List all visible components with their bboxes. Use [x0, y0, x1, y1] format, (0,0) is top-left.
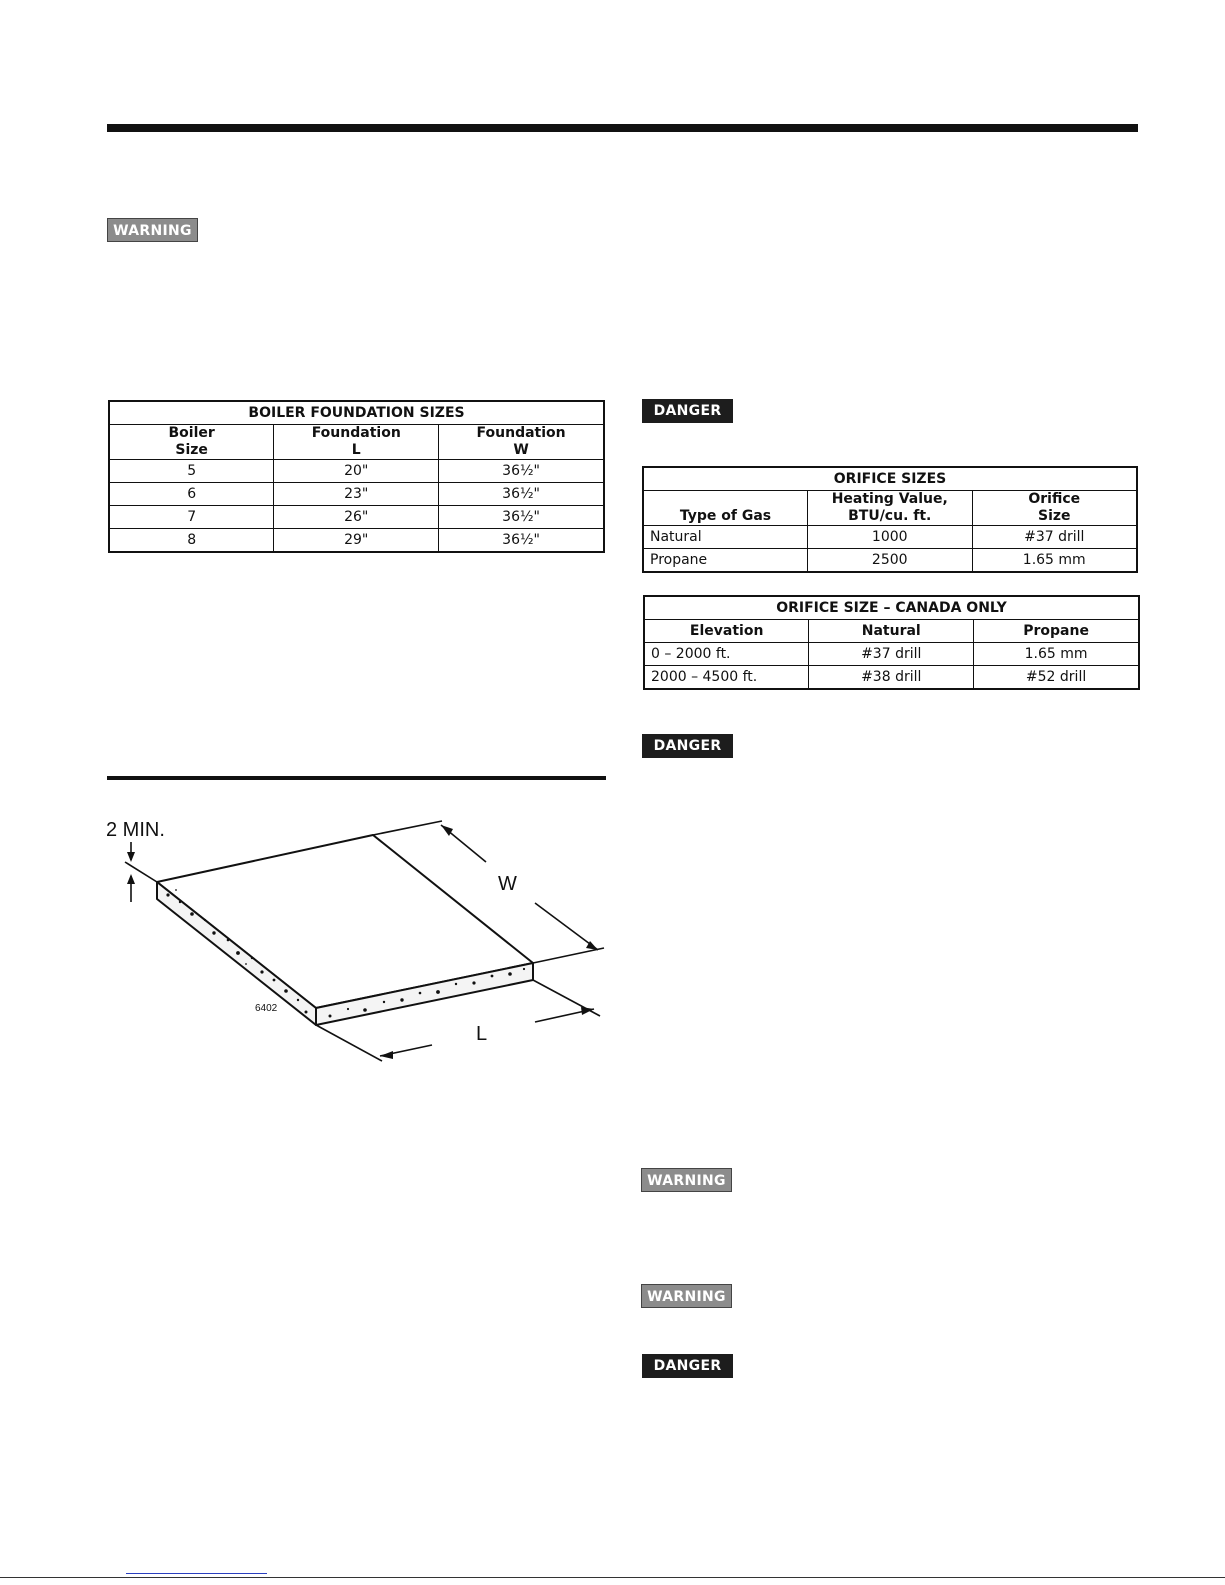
column-header: Propane	[974, 620, 1139, 643]
table-row	[644, 666, 1139, 690]
footer-link-underline	[126, 1573, 267, 1574]
table-cell: 36½"	[439, 529, 604, 553]
column-header: Foundation L	[274, 425, 439, 460]
column-header: Boiler Size	[109, 425, 274, 460]
column-header: Natural	[809, 620, 974, 643]
table-cell: 36½"	[439, 460, 604, 483]
table-cell: 0 – 2000 ft.	[644, 643, 809, 666]
warning-label: WARNING	[641, 1284, 732, 1308]
table-cell: #52 drill	[974, 666, 1139, 690]
table-cell: 23"	[274, 483, 439, 506]
w-extension-line	[373, 821, 442, 835]
table-cell: 26"	[274, 506, 439, 529]
table-title: ORIFICE SIZE – CANADA ONLY	[644, 596, 1139, 620]
footer-rule	[0, 1577, 1225, 1578]
w-dimension-line	[535, 903, 598, 950]
table-title: ORIFICE SIZES	[643, 467, 1137, 491]
length-label: L	[476, 1023, 488, 1045]
table-cell: 6	[109, 483, 274, 506]
table-cell: 1.65 mm	[974, 643, 1139, 666]
table-cell: Natural	[643, 526, 808, 549]
table-row	[109, 529, 604, 553]
warning-label: WARNING	[107, 218, 198, 242]
slab-drawing	[157, 835, 533, 1025]
table-cell: 8	[109, 529, 274, 553]
table-cell: 7	[109, 506, 274, 529]
table-row	[109, 460, 604, 483]
danger-label: DANGER	[642, 734, 733, 758]
column-header: Elevation	[644, 620, 809, 643]
table-cell: 2500	[808, 549, 973, 573]
figure-number: 6402	[255, 1003, 278, 1014]
column-header: Orifice Size	[972, 491, 1137, 526]
section-rule	[107, 776, 606, 780]
danger-label: DANGER	[642, 1354, 733, 1378]
boiler-foundation-sizes-table	[108, 400, 605, 553]
table-cell: 29"	[274, 529, 439, 553]
top-rule	[107, 124, 1138, 132]
table-row	[109, 506, 604, 529]
table-row	[109, 483, 604, 506]
table-cell: 5	[109, 460, 274, 483]
arrowhead-icon	[127, 852, 135, 862]
danger-label: DANGER	[642, 399, 733, 423]
table-cell: 1000	[808, 526, 973, 549]
column-header: Type of Gas	[643, 491, 808, 526]
table-cell: #37 drill	[809, 643, 974, 666]
table-cell: 20"	[274, 460, 439, 483]
table-cell: #38 drill	[809, 666, 974, 690]
table-cell: 1.65 mm	[972, 549, 1137, 573]
orifice-size-canada-table	[643, 595, 1140, 690]
table-cell: 36½"	[439, 506, 604, 529]
table-title: BOILER FOUNDATION SIZES	[109, 401, 604, 425]
l-extension-line	[316, 1025, 382, 1061]
column-header: Heating Value, BTU/cu. ft.	[808, 491, 973, 526]
table-cell: #37 drill	[972, 526, 1137, 549]
column-header: Foundation W	[439, 425, 604, 460]
warning-label: WARNING	[641, 1168, 732, 1192]
table-row	[643, 549, 1137, 573]
foundation-slab-figure	[100, 810, 610, 1070]
table-cell: 36½"	[439, 483, 604, 506]
width-label: W	[498, 873, 517, 895]
min-thickness-label: 2 MIN.	[106, 819, 165, 841]
orifice-sizes-table	[642, 466, 1138, 573]
table-row	[643, 526, 1137, 549]
arrowhead-icon	[127, 874, 135, 884]
table-cell: Propane	[643, 549, 808, 573]
table-cell: 2000 – 4500 ft.	[644, 666, 809, 690]
table-row	[644, 643, 1139, 666]
w-extension-line	[533, 948, 604, 963]
